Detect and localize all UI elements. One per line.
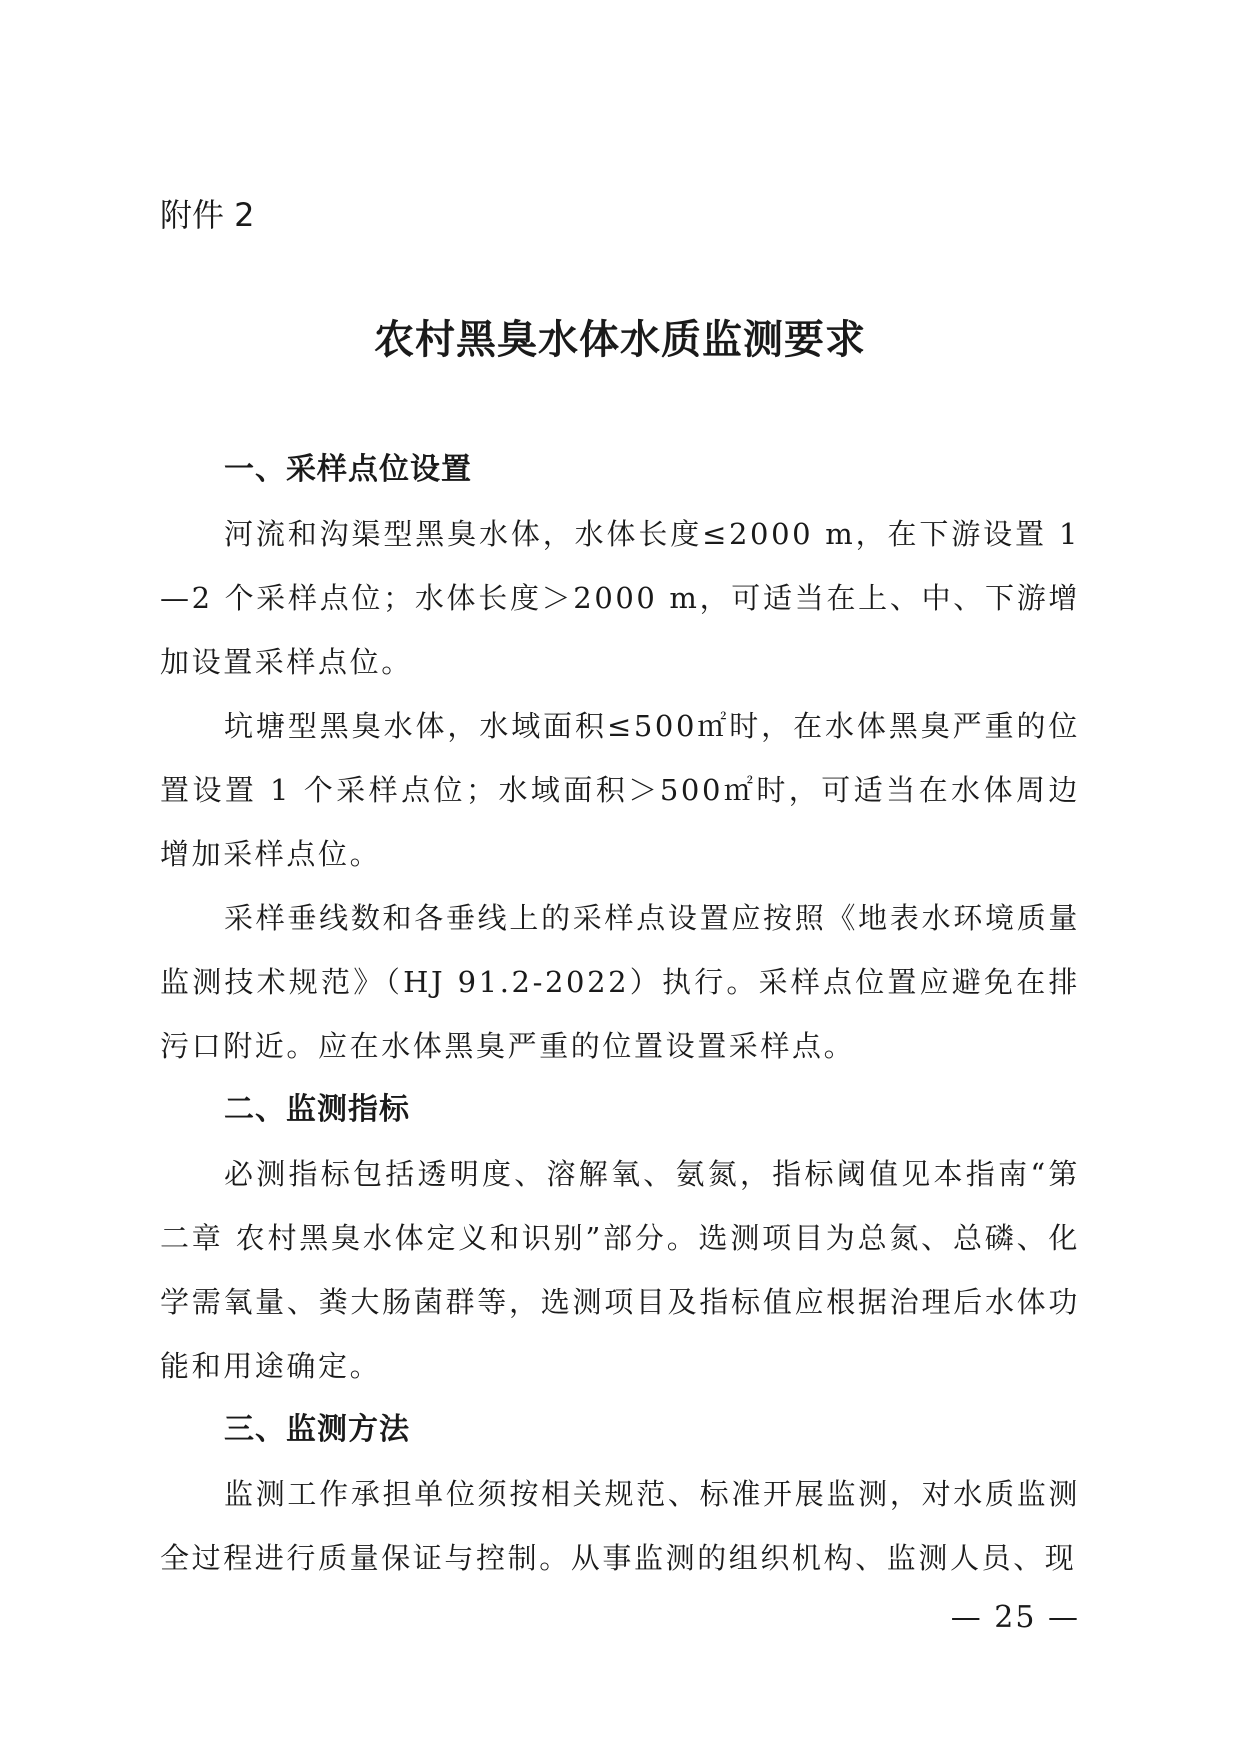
document-body xyxy=(160,438,1080,1590)
document-title: 农村黑臭水体水质监测要求 xyxy=(374,316,866,363)
page-number: — 25 — xyxy=(950,1600,1080,1635)
section-heading-indicators: 二、监测指标 xyxy=(224,1092,410,1127)
paragraph-indicators: 必测指标包括透明度、溶解氧、氨氮，指标阈值见本指南“第二章 农村黑臭水体定义和识别”部分。选测项目为总氮、总磷、化学需氧量、粪大肠菌群等，选测项目及指标值应根据治理后水体功能和用途确定。 xyxy=(160,1157,1080,1383)
paragraph-river-sampling: 河流和沟渠型黑臭水体，水体长度≤2000 m，在下游设置 1—2 个采样点位；水体长度＞2000 m，可适当在上、中、下游增加设置采样点位。 xyxy=(160,517,1080,679)
paragraph-vertical-lines: 采样垂线数和各垂线上的采样点设置应按照《地表水环境质量监测技术规范》（HJ 91.2-2022）执行。采样点位置应避免在排污口附近。应在水体黑臭严重的位置设置采样点。 xyxy=(160,901,1080,1063)
section-heading-sampling-points: 一、采样点位设置 xyxy=(224,452,472,487)
section-heading-methods: 三、监测方法 xyxy=(224,1412,410,1447)
paragraph-methods: 监测工作承担单位须按相关规范、标准开展监测，对水质监测全过程进行质量保证与控制。从事监测的组织机构、监测人员、现 xyxy=(160,1477,1080,1575)
paragraph-pond-sampling: 坑塘型黑臭水体，水域面积≤500㎡时，在水体黑臭严重的位置设置 1 个采样点位；水域面积＞500㎡时，可适当在水体周边增加采样点位。 xyxy=(160,709,1080,871)
attachment-label: 附件 2 xyxy=(160,196,255,234)
